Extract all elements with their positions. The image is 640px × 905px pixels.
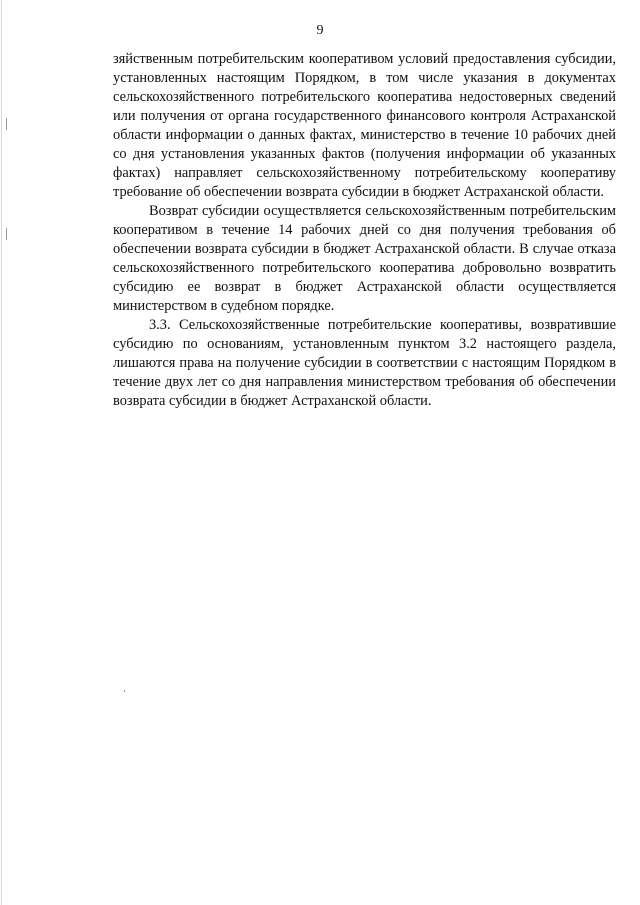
document-body: [113, 50, 616, 411]
margin-mark: [6, 118, 7, 130]
paragraph-3-3: 3.3. Сельскохозяйственные потребительские кооперативы, возвратившие субсидию по основаниям, установленным пунктом 3.2 настоящего раздела, лишаются права на получение субсидии в соответствии с настоящим Порядком в течение двух лет со дня направления министерством требования об обеспечении возврата субсидии в бюджет Астраханской области.: [113, 317, 616, 409]
margin-mark: [6, 228, 7, 240]
page-number: 9: [316, 23, 324, 38]
scan-speck: [124, 690, 125, 692]
paragraph-continuation: зяйственным потребительским кооперативом условий предоставления субсидии, установленных настоящим Порядком, в том числе указания в документах сельскохозяйственного потребительского кооператива недостоверных сведений или получения от органа государственного финансового контроля Астраханской области информации о данных фактах, министерство в течение 10 рабочих дней со дня установления указанных фактов (получения информации об указанных фактах) направляет сельскохозяйственному потребительскому кооперативу требование об обеспечении возврата субсидии в бюджет Астраханской области.: [113, 51, 616, 200]
scan-edge-line: [1, 0, 2, 905]
paragraph-refund-procedure: Возврат субсидии осуществляется сельскохозяйственным потребительским кооперативом в течение 14 рабочих дней со дня получения требования об обеспечении возврата субсидии в бюджет Астраханской области. В случае отказа сельскохозяйственного потребительского кооператива добровольно возвратить субсидию ее возврат в бюджет Астраханской области осуществляется министерством в судебном порядке.: [113, 203, 616, 314]
